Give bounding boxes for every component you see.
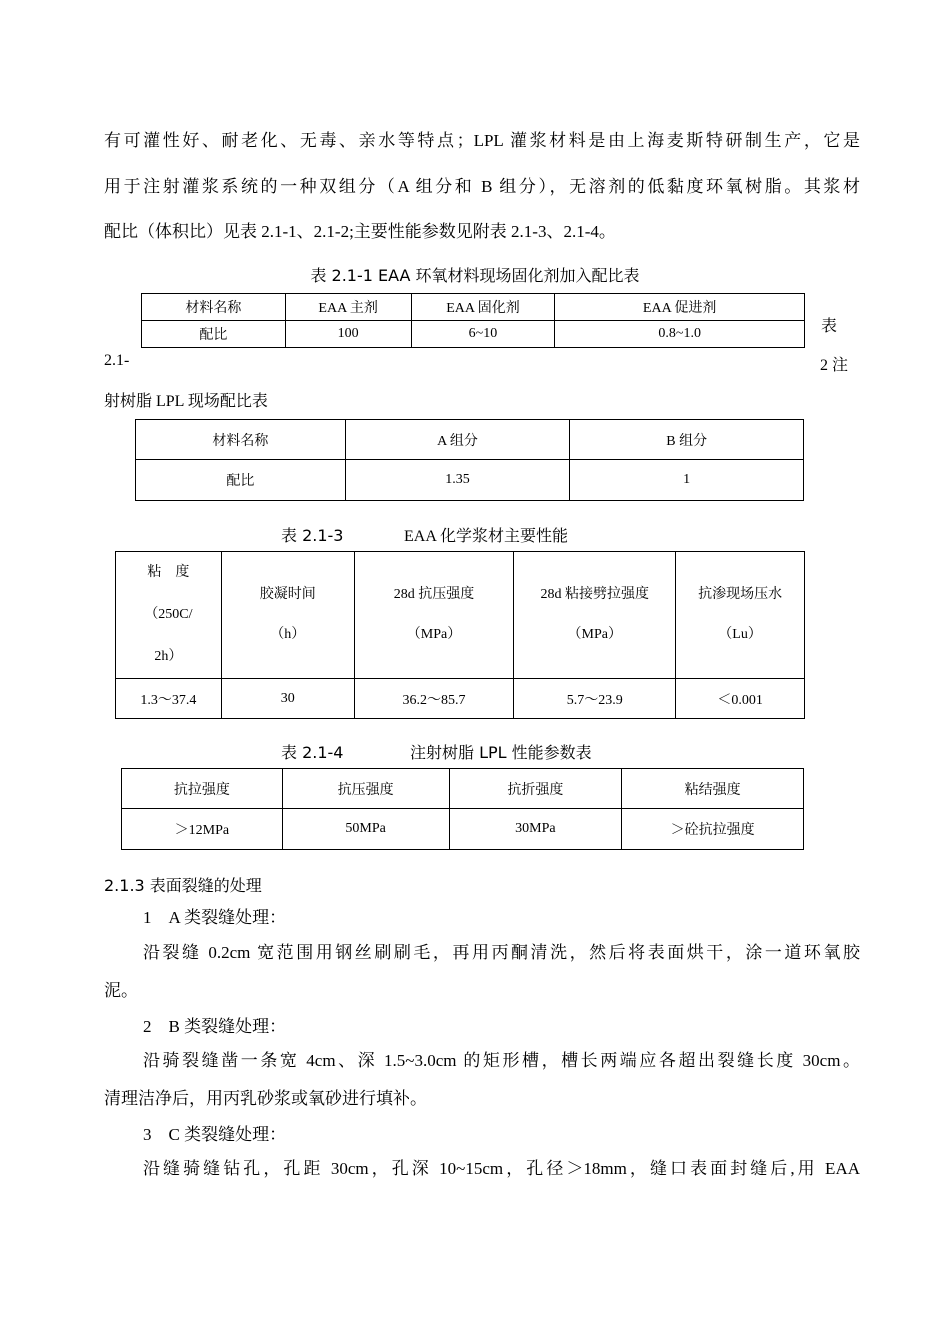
- table-eaa-performance: [115, 551, 805, 719]
- table3-cell: 5.7～23.9: [514, 679, 676, 719]
- table2-cell: 1: [570, 460, 804, 501]
- table4-cell: 30MPa: [449, 809, 622, 850]
- table3-cell: 30: [221, 679, 354, 719]
- table1-caption: 表 2.1-1 EAA 环氧材料现场固化剂加入配比表: [310, 266, 640, 285]
- table2-caption-num: 2.1-: [104, 352, 130, 369]
- table3-header-line: 粘 度: [147, 565, 190, 580]
- table3-caption-title: EAA 化学浆材主要性能: [404, 528, 569, 545]
- table2-cell: 配比: [136, 460, 346, 501]
- table-lpl-performance: [121, 768, 804, 850]
- table3-header-line: （MPa）: [406, 627, 462, 642]
- table4-header-cell: 抗压强度: [282, 769, 449, 809]
- table3-cell: ＜0.001: [676, 679, 805, 719]
- section-a-body-1: 沿裂缝 0.2cm 宽范围用钢丝刷刷毛，再用丙酮清洗，然后将表面烘干，涂一道环氧胶: [143, 943, 860, 962]
- table4-caption-title: 注射树脂 LPL 性能参数表: [410, 743, 592, 762]
- table1-cell: 配比: [142, 321, 286, 348]
- intro-line-2: 用于注射灌浆系统的一种双组分（A 组分和 B 组分），无溶剂的低黏度环氧树脂。其浆材: [104, 177, 860, 196]
- table4-header-cell: 抗拉强度: [122, 769, 283, 809]
- table3-header-compressive: [354, 552, 514, 679]
- section-b-body-2: 清理洁净后，用丙乳砂浆或氧砂进行填补。: [104, 1089, 427, 1108]
- table-lpl-ratio: [135, 419, 804, 501]
- table2-caption-biao: 表: [821, 318, 838, 335]
- table1-header-cell: EAA 促进剂: [555, 294, 805, 321]
- table1-header-cell: EAA 主剂: [285, 294, 411, 321]
- table2-caption-mid: 2 注: [820, 357, 849, 374]
- table2-header-cell: A 组分: [345, 420, 570, 460]
- table4-cell: ＞12MPa: [122, 809, 283, 850]
- table4-header-cell: 抗折强度: [449, 769, 622, 809]
- table4-cell: 50MPa: [282, 809, 449, 850]
- table3-header-gel-time: [221, 552, 354, 679]
- table3-header-line: （Lu）: [718, 627, 762, 642]
- table2-header-cell: 材料名称: [136, 420, 346, 460]
- table1-cell: 6~10: [411, 321, 555, 348]
- table4-cell: ＞砼抗拉强度: [622, 809, 804, 850]
- table4-header-cell: 粘结强度: [622, 769, 804, 809]
- table2-header-cell: B 组分: [570, 420, 804, 460]
- table3-header-splitting: [514, 552, 676, 679]
- section-a-title: 1 A 类裂缝处理：: [143, 908, 287, 927]
- section-b-body-1: 沿骑裂缝凿一条宽 4cm、深 1.5~3.0cm 的矩形槽，槽长两端应各超出裂缝长度 30cm。: [143, 1051, 860, 1070]
- table3-header-line: 28d 粘接劈拉强度: [540, 587, 650, 602]
- table3-header-line: 抗渗现场压水: [698, 587, 783, 602]
- table3-header-line: 2h）: [154, 649, 183, 664]
- table3-header-line: 28d 抗压强度: [393, 587, 475, 602]
- table3-header-line: （h）: [270, 627, 306, 642]
- section-a-body-2: 泥。: [104, 981, 138, 1000]
- table1-header-cell: 材料名称: [142, 294, 286, 321]
- table3-header-line: （250C/: [144, 607, 193, 622]
- table3-header-viscosity: [116, 552, 222, 679]
- table4-caption-num: 表 2.1-4: [281, 743, 344, 762]
- table2-cell: 1.35: [345, 460, 570, 501]
- table1-cell: 0.8~1.0: [555, 321, 805, 348]
- table2-caption-end: 射树脂 LPL 现场配比表: [104, 393, 268, 410]
- table3-caption-num: 表 2.1-3: [281, 526, 344, 545]
- table1-cell: 100: [285, 321, 411, 348]
- intro-line-1: 有可灌性好、耐老化、无毒、亲水等特点；LPL 灌浆材料是由上海麦斯特研制生产，它是: [104, 131, 860, 150]
- table1-header-cell: EAA 固化剂: [411, 294, 555, 321]
- table3-cell: 36.2～85.7: [354, 679, 514, 719]
- table3-header-permeability: [676, 552, 805, 679]
- section-c-title: 3 C 类裂缝处理：: [143, 1125, 287, 1144]
- intro-line-3: 配比（体积比）见表 2.1-1、2.1-2;主要性能参数见附表 2.1-3、2.1-4。: [104, 222, 616, 241]
- section-heading: 2.1.3 表面裂缝的处理: [104, 876, 262, 895]
- table-eaa-ratio: [141, 293, 805, 348]
- table3-header-line: （MPa）: [567, 627, 622, 642]
- section-c-body-1: 沿缝骑缝钻孔，孔距 30cm，孔深 10~15cm，孔径＞18mm，缝口表面封缝后,用 EAA: [143, 1159, 860, 1178]
- section-b-title: 2 B 类裂缝处理：: [143, 1017, 287, 1036]
- table3-cell: 1.3～37.4: [116, 679, 222, 719]
- table3-header-line: 胶凝时间: [259, 587, 316, 602]
